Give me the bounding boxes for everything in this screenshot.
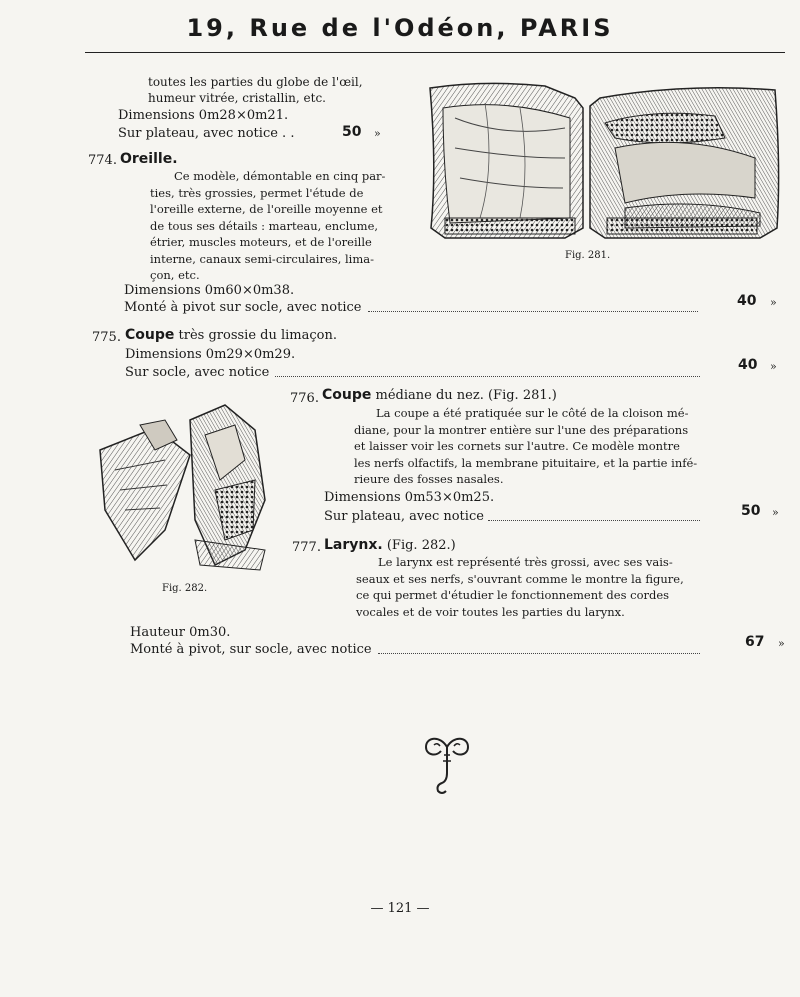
item-776-desc-line: rieure des fosses nasales.: [354, 472, 504, 486]
item-777-guillemet: »: [778, 637, 785, 650]
item-775-title: Coupe: [125, 327, 175, 343]
item-774-desc-line: l'oreille externe, de l'oreille moyenne et: [150, 202, 383, 216]
item-777-height: Hauteur 0m30.: [130, 625, 231, 640]
item-774-number: 774.: [88, 153, 117, 168]
item-777-desc-line: ce qui permet d'étudier le fonctionnement des cordes: [356, 588, 670, 602]
item-774-desc-line: ties, très grossies, permet l'étude de: [150, 185, 364, 200]
item-776-desc-line: La coupe a été pratiquée sur le côté de la cloison mé-: [376, 406, 689, 420]
item-774-price: 40: [737, 293, 757, 309]
item-776-desc-line: et laisser voir les cornets sur l'autre. Ce modèle montre: [354, 439, 680, 453]
ornament-icon: [422, 733, 472, 795]
figure-281-nose-section: [425, 78, 785, 246]
item-777-number: 777.: [292, 540, 321, 555]
item-774-desc-line: interne, canaux semi-circulaires, lima-: [150, 251, 375, 266]
item-774-desc-line: étrier, muscles moteurs, et de l'oreille: [150, 235, 372, 249]
item-777-price: 67: [745, 634, 765, 650]
figure-281-caption: Fig. 281.: [565, 250, 611, 261]
item-777-title-rest: (Fig. 282.): [386, 538, 456, 553]
intro-plateau: Sur plateau, avec notice . .: [118, 126, 295, 141]
item-776-title: Coupe: [322, 387, 372, 403]
intro-line-2: humeur vitrée, cristallin, etc.: [148, 91, 326, 105]
item-774-guillemet: »: [770, 296, 777, 309]
item-775-heading: [125, 327, 337, 344]
item-775-guillemet: »: [770, 360, 777, 373]
intro-price: 50: [342, 124, 362, 140]
item-775-title-rest: très grossie du limaçon.: [178, 328, 337, 343]
page-header-title: 19, Rue de l'Odéon, PARIS: [186, 14, 614, 42]
item-774-mount: Monté à pivot sur socle, avec notice: [124, 300, 362, 315]
intro-dimensions: Dimensions 0m28×0m21.: [118, 108, 289, 123]
intro-line-1: toutes les parties du globe de l'œil,: [148, 75, 363, 89]
item-775-price: 40: [738, 357, 758, 373]
item-775-mount: Sur socle, avec notice: [125, 365, 270, 380]
item-775-leader: [275, 376, 700, 377]
item-774-dimensions: Dimensions 0m60×0m38.: [124, 283, 295, 298]
item-777-desc-line: seaux et ses nerfs, s'ouvrant comme le montre la figure,: [356, 571, 684, 586]
intro-guillemet: »: [374, 127, 381, 140]
item-777-desc-line: Le larynx est représenté très grossi, avec ses vais-: [378, 555, 673, 569]
item-776-dimensions: Dimensions 0m53×0m25.: [324, 490, 495, 505]
item-777-heading: [324, 537, 456, 554]
item-774-desc-line: de tous ses détails : marteau, enclume,: [150, 218, 379, 233]
item-775-dimensions: Dimensions 0m29×0m29.: [125, 347, 296, 362]
header-rule: [85, 52, 785, 53]
item-777-mount: Monté à pivot, sur socle, avec notice: [130, 642, 372, 657]
item-776-price: 50: [741, 503, 761, 519]
item-774-desc-line: çon, etc.: [150, 268, 200, 282]
item-777-leader: [378, 653, 700, 654]
item-776-desc-line: les nerfs olfactifs, la membrane pituitaire, et la partie infé-: [354, 455, 698, 470]
item-774-description: [150, 168, 386, 284]
item-774-title: Oreille.: [120, 151, 178, 167]
page-number: — 121 —: [370, 901, 430, 916]
item-776-desc-line: diane, pour la montrer entière sur l'une des préparations: [354, 422, 689, 437]
item-776-guillemet: »: [772, 506, 779, 519]
item-777-title: Larynx.: [324, 537, 383, 553]
item-776-leader: [488, 520, 700, 521]
item-776-heading: [322, 387, 557, 404]
item-774-desc-line: Ce modèle, démontable en cinq par-: [174, 169, 386, 183]
item-776-mount: Sur plateau, avec notice: [324, 509, 484, 524]
item-775-number: 775.: [92, 330, 121, 345]
item-776-number: 776.: [290, 391, 319, 406]
item-777-description: [356, 554, 704, 620]
figure-282-larynx: [95, 400, 275, 578]
figure-282-caption: Fig. 282.: [162, 583, 208, 594]
item-776-description: [354, 405, 702, 488]
item-776-title-rest: médiane du nez. (Fig. 281.): [375, 388, 557, 403]
item-777-desc-line: vocales et de voir toutes les parties du larynx.: [356, 604, 625, 619]
item-774-leader: [368, 311, 698, 312]
